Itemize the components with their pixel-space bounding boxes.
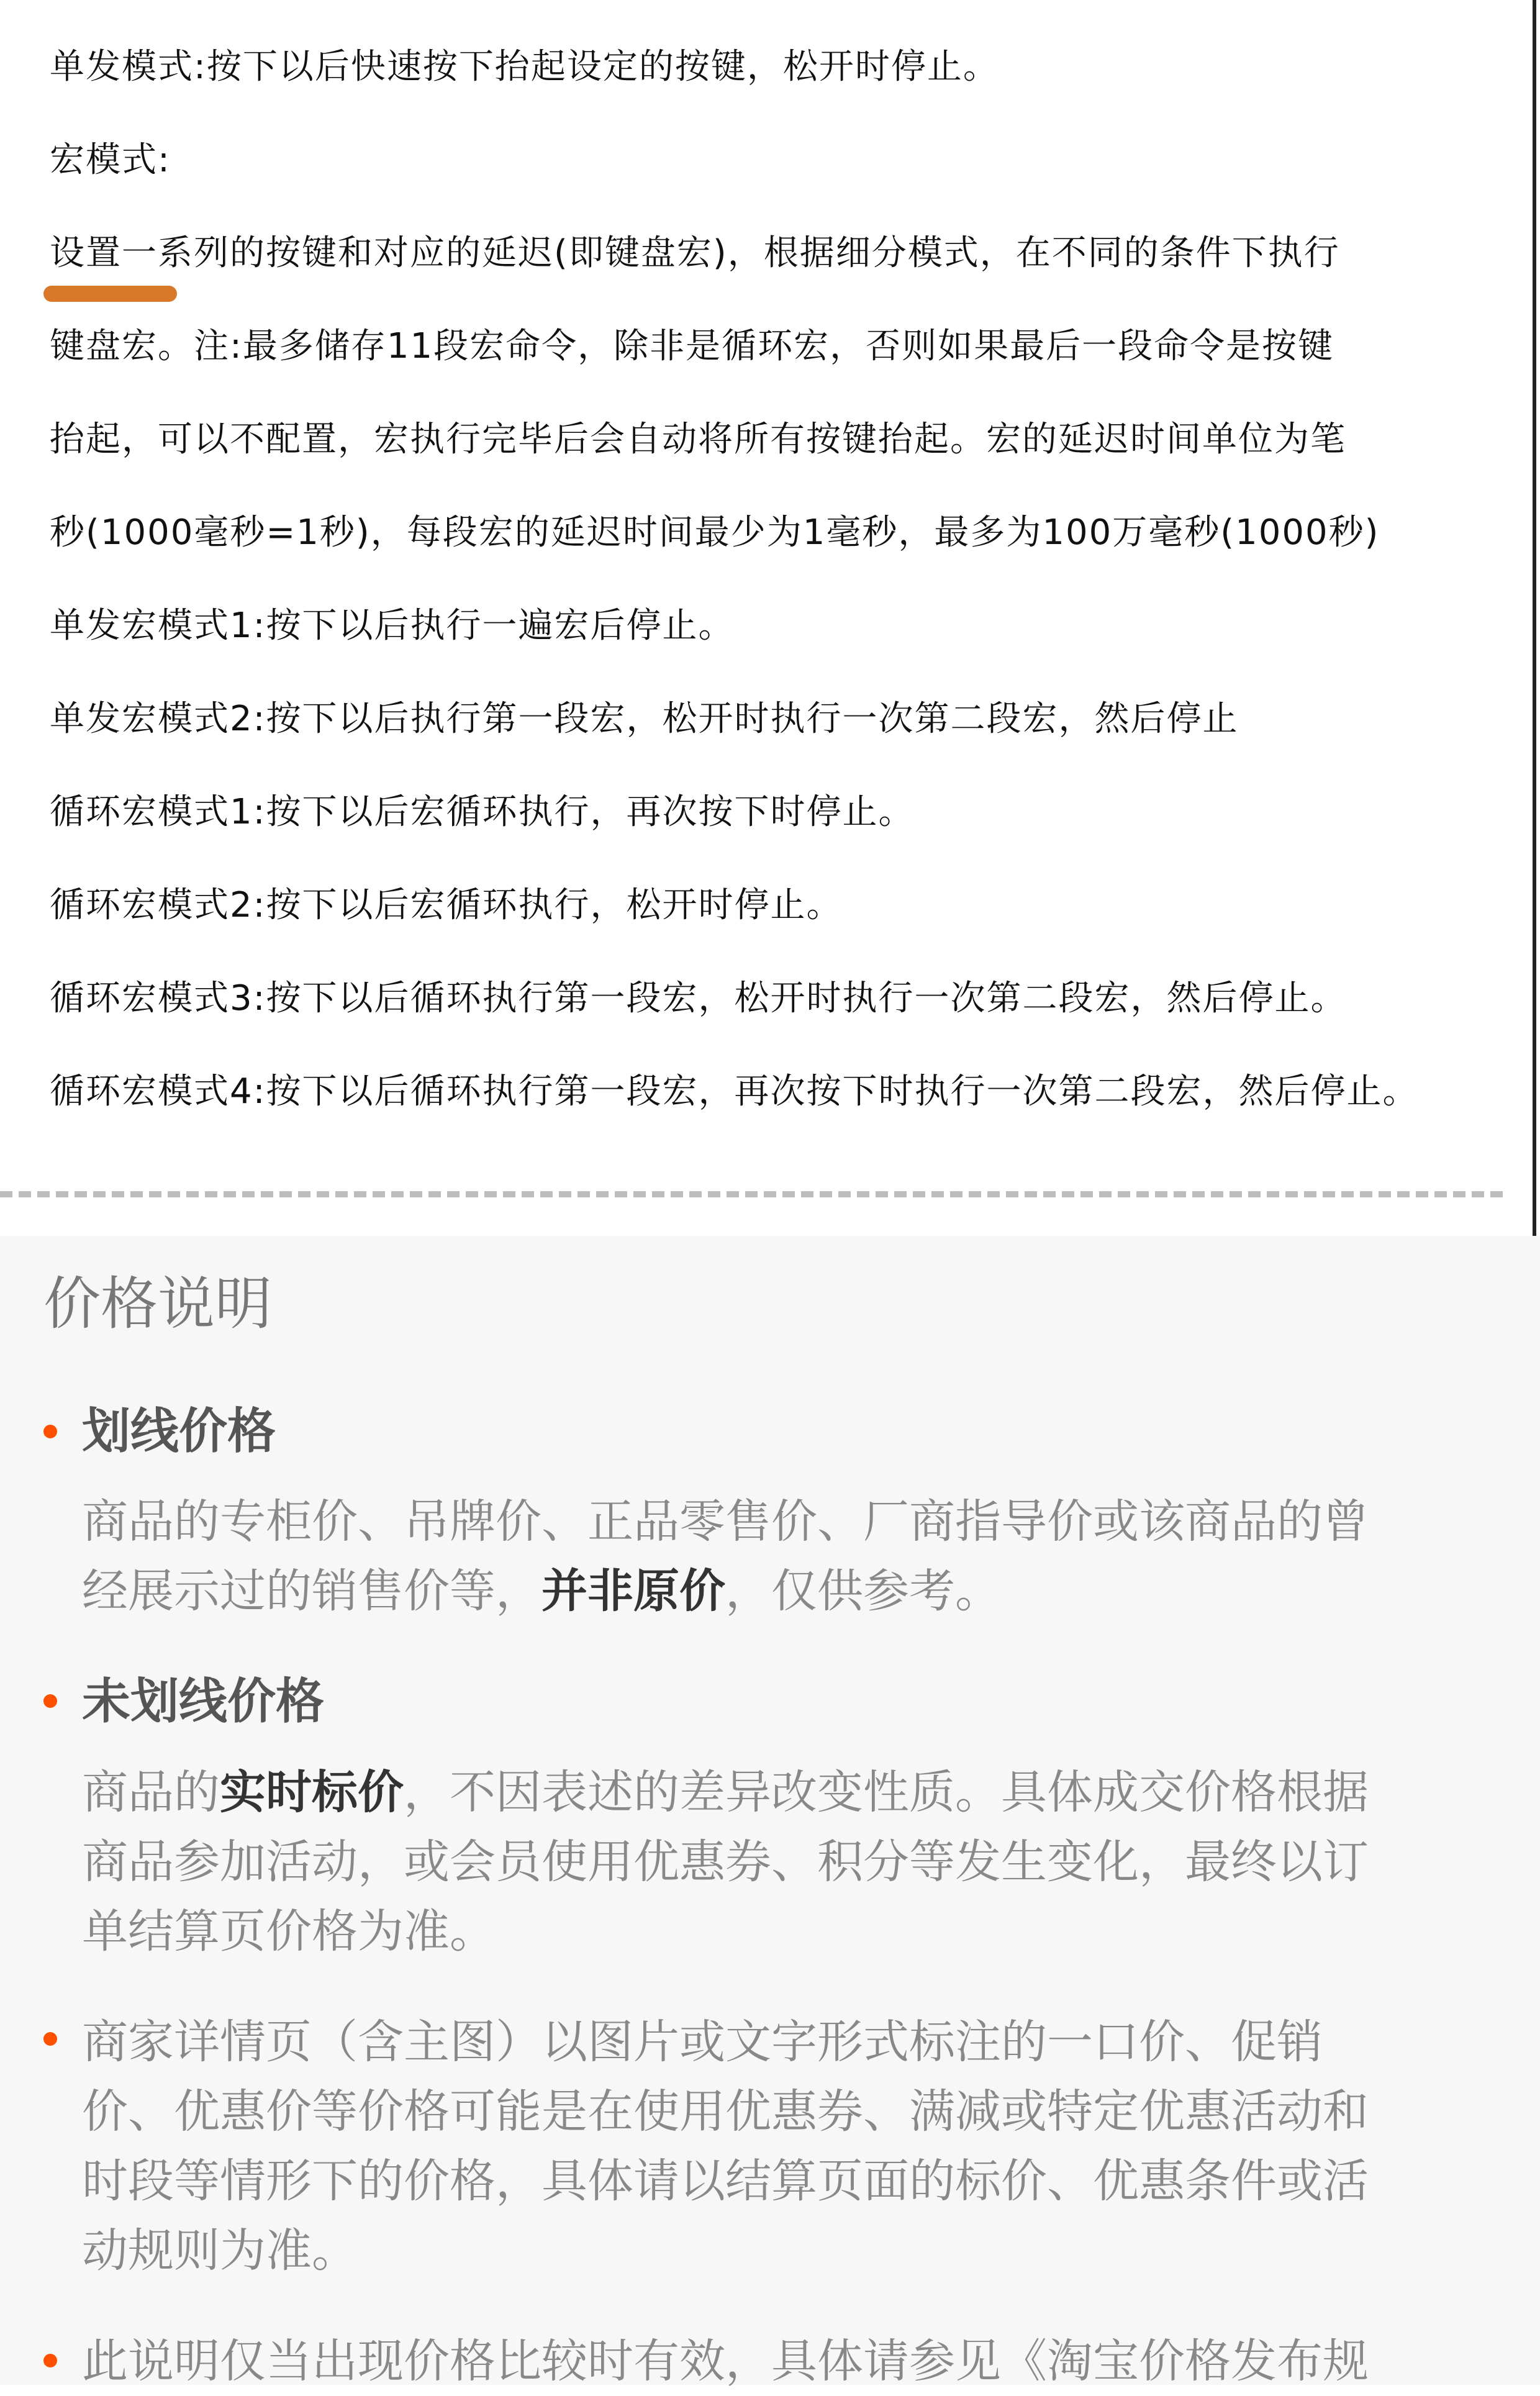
- text-segment: ，仅供参考。: [725, 1564, 1001, 1618]
- emphasis-text: 实时标价: [220, 1766, 404, 1819]
- section-text-line: 商家详情页（含主图）以图片或文字形式标注的一口价、促销: [82, 2015, 1323, 2069]
- desc-line-loop-macro-2: 循环宏模式2:按下以后宏循环执行，松开时停止。: [50, 885, 843, 925]
- dashed-divider: [0, 1191, 1503, 1197]
- price-info-title: 价格说明: [43, 1271, 273, 1337]
- bullet-dot: [43, 1694, 57, 1708]
- text-segment: 经展示过的销售价等，: [82, 1564, 541, 1618]
- section-text-line: 动规则为准。: [82, 2224, 358, 2277]
- text-segment: ，不因表述的差异改变性质。具体成交价格根据: [404, 1766, 1369, 1819]
- section-text-line: 单结算页价格为准。: [82, 1905, 496, 1958]
- image-edge-border: [1533, 0, 1536, 1248]
- bullet-dot: [43, 2032, 57, 2046]
- desc-line-macro-note: 键盘宏。注:最多储存11段宏命令，除非是循环宏，否则如果最后一段命令是按键: [50, 326, 1334, 366]
- desc-line-single-macro-2: 单发宏模式2:按下以后执行第一段宏，松开时执行一次第二段宏，然后停止: [50, 699, 1239, 739]
- bullet-dot: [43, 1425, 57, 1438]
- section-heading-current-price: 未划线价格: [82, 1674, 325, 1730]
- section-text-line: 时段等情形下的价格，具体请以结算页面的标价、优惠条件或活: [82, 2154, 1369, 2208]
- desc-line-single-mode: 单发模式:按下以后快速按下抬起设定的按键，松开时停止。: [50, 47, 999, 87]
- desc-line-loop-macro-1: 循环宏模式1:按下以后宏循环执行，再次按下时停止。: [50, 792, 915, 832]
- highlight-underline: [43, 286, 177, 302]
- section-text-line: 商品参加活动，或会员使用优惠券、积分等发生变化，最终以订: [82, 1835, 1369, 1889]
- section-heading-strikethrough-price: 划线价格: [82, 1404, 276, 1459]
- desc-line-macro-delay: 秒(1000毫秒=1秒)，每段宏的延迟时间最少为1毫秒，最多为100万毫秒(1000秒): [50, 512, 1380, 553]
- section-text-line: 此说明仅当出现价格比较时有效，具体请参见《淘宝价格发布规: [82, 2335, 1369, 2388]
- desc-line-loop-macro-4: 循环宏模式4:按下以后循环执行第一段宏，再次按下时执行一次第二段宏，然后停止。: [50, 1071, 1419, 1112]
- section-text-line: [82, 1758, 1369, 1827]
- emphasis-text: 并非原价: [541, 1564, 725, 1618]
- bullet-dot: [43, 2354, 57, 2367]
- section-text-line: 价、优惠价等价格可能是在使用优惠券、满减或特定优惠活动和: [82, 2085, 1369, 2138]
- desc-line-macro-mode: 宏模式:: [50, 140, 171, 180]
- desc-line-single-macro-1: 单发宏模式1:按下以后执行一遍宏后停止。: [50, 606, 735, 646]
- desc-line-macro-release: 抬起，可以不配置，宏执行完毕后会自动将所有按键抬起。宏的延迟时间单位为笔: [50, 419, 1346, 460]
- section-text-line: 商品的专柜价、吊牌价、正品零售价、厂商指导价或该商品的曾: [82, 1495, 1369, 1548]
- desc-line-macro-intro: 设置一系列的按键和对应的延迟(即键盘宏)，根据细分模式，在不同的条件下执行: [50, 233, 1340, 273]
- text-segment: 商品的: [82, 1766, 220, 1819]
- product-description: [0, 0, 1540, 1196]
- desc-line-loop-macro-3: 循环宏模式3:按下以后循环执行第一段宏，松开时执行一次第二段宏，然后停止。: [50, 978, 1347, 1019]
- section-text-line: [82, 1556, 1001, 1626]
